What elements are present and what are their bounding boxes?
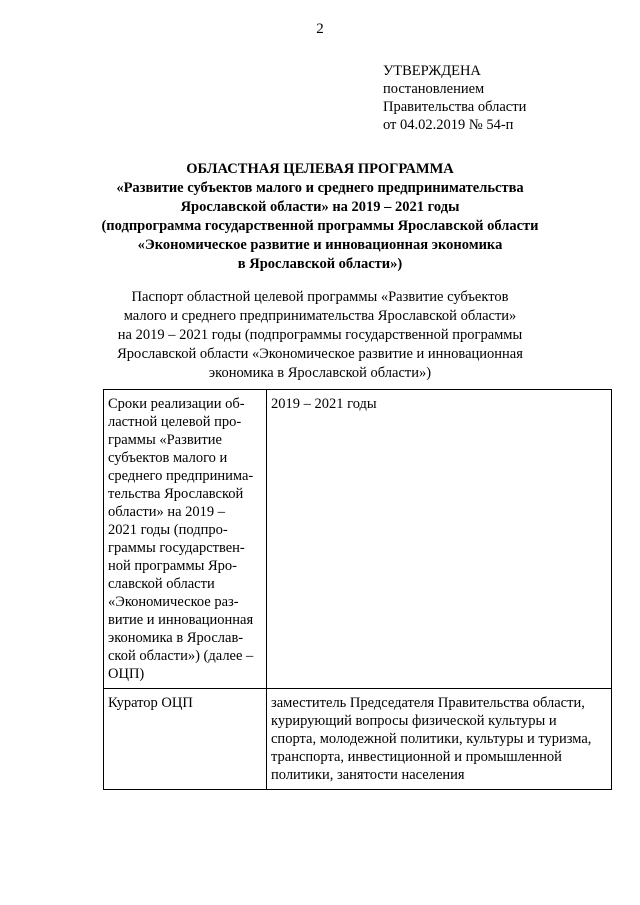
cell-line: славской области xyxy=(108,576,215,592)
approval-line: от 04.02.2019 № 54-п xyxy=(383,117,514,133)
cell-line: 2021 годы (подпро- xyxy=(108,522,228,538)
title-line: «Развитие субъектов малого и среднего предпринимательства xyxy=(116,180,524,196)
cell-line: 2019 – 2021 годы xyxy=(271,396,377,412)
cell-line: витие и инновационная xyxy=(108,612,254,628)
title-line: (подпрограмма государственной программы Ярославской области xyxy=(101,218,539,234)
approval-line: УТВЕРЖДЕНА xyxy=(383,63,481,79)
approval-line: Правительства области xyxy=(383,99,527,115)
passport-heading-line: Ярославской области «Экономическое развитие и инновационная xyxy=(117,346,523,362)
cell-line: Куратор ОЦП xyxy=(108,695,193,711)
row-value-cell xyxy=(267,689,612,790)
row-label-cell xyxy=(104,689,267,790)
title-line: Ярославской области» на 2019 – 2021 годы xyxy=(180,199,460,215)
cell-line: транспорта, инвестиционной и промышленной xyxy=(271,749,562,765)
passport-heading-line: Паспорт областной целевой программы «Развитие субъектов xyxy=(131,289,509,305)
passport-table xyxy=(103,389,612,790)
cell-line: граммы «Развитие xyxy=(108,432,222,448)
cell-line: курирующий вопросы физической культуры и xyxy=(271,713,557,729)
cell-line: среднего предпринима- xyxy=(108,468,254,484)
cell-line: ной программы Яро- xyxy=(108,558,238,574)
cell-line: тельства Ярославской xyxy=(108,486,244,502)
passport-heading-line: на 2019 – 2021 годы (подпрограммы государственной программы xyxy=(117,327,523,343)
cell-line: ОЦП) xyxy=(108,666,145,682)
passport-heading xyxy=(60,288,580,383)
cell-line: ской области») (далее – xyxy=(108,648,254,664)
cell-line: области» на 2019 – xyxy=(108,504,226,520)
approval-line: постановлением xyxy=(383,81,485,97)
passport-heading-line: экономика в Ярославской области») xyxy=(208,365,432,381)
title-line: ОБЛАСТНАЯ ЦЕЛЕВАЯ ПРОГРАММА xyxy=(186,161,454,177)
cell-line: граммы государствен- xyxy=(108,540,245,556)
row-value-cell xyxy=(267,390,612,689)
document-title xyxy=(60,160,580,274)
row-label-cell xyxy=(104,390,267,689)
cell-line: экономика в Ярослав- xyxy=(108,630,244,646)
cell-line: политики, занятости населения xyxy=(271,767,465,783)
page-number: 2 xyxy=(316,21,324,37)
cell-line: спорта, молодежной политики, культуры и туризма, xyxy=(271,731,592,747)
title-line: в Ярославской области») xyxy=(237,256,403,272)
table-row xyxy=(104,390,612,689)
title-line: «Экономическое развитие и инновационная экономика xyxy=(137,237,503,253)
approval-stamp xyxy=(383,62,526,134)
cell-line: субъектов малого и xyxy=(108,450,228,466)
passport-heading-line: малого и среднего предпринимательства Ярославской области» xyxy=(123,308,517,324)
cell-line: заместитель Председателя Правительства области, xyxy=(271,695,585,711)
cell-line: «Экономическое раз- xyxy=(108,594,239,610)
cell-line: ластной целевой про- xyxy=(108,414,242,430)
table-row xyxy=(104,689,612,790)
cell-line: Сроки реализации об- xyxy=(108,396,245,412)
